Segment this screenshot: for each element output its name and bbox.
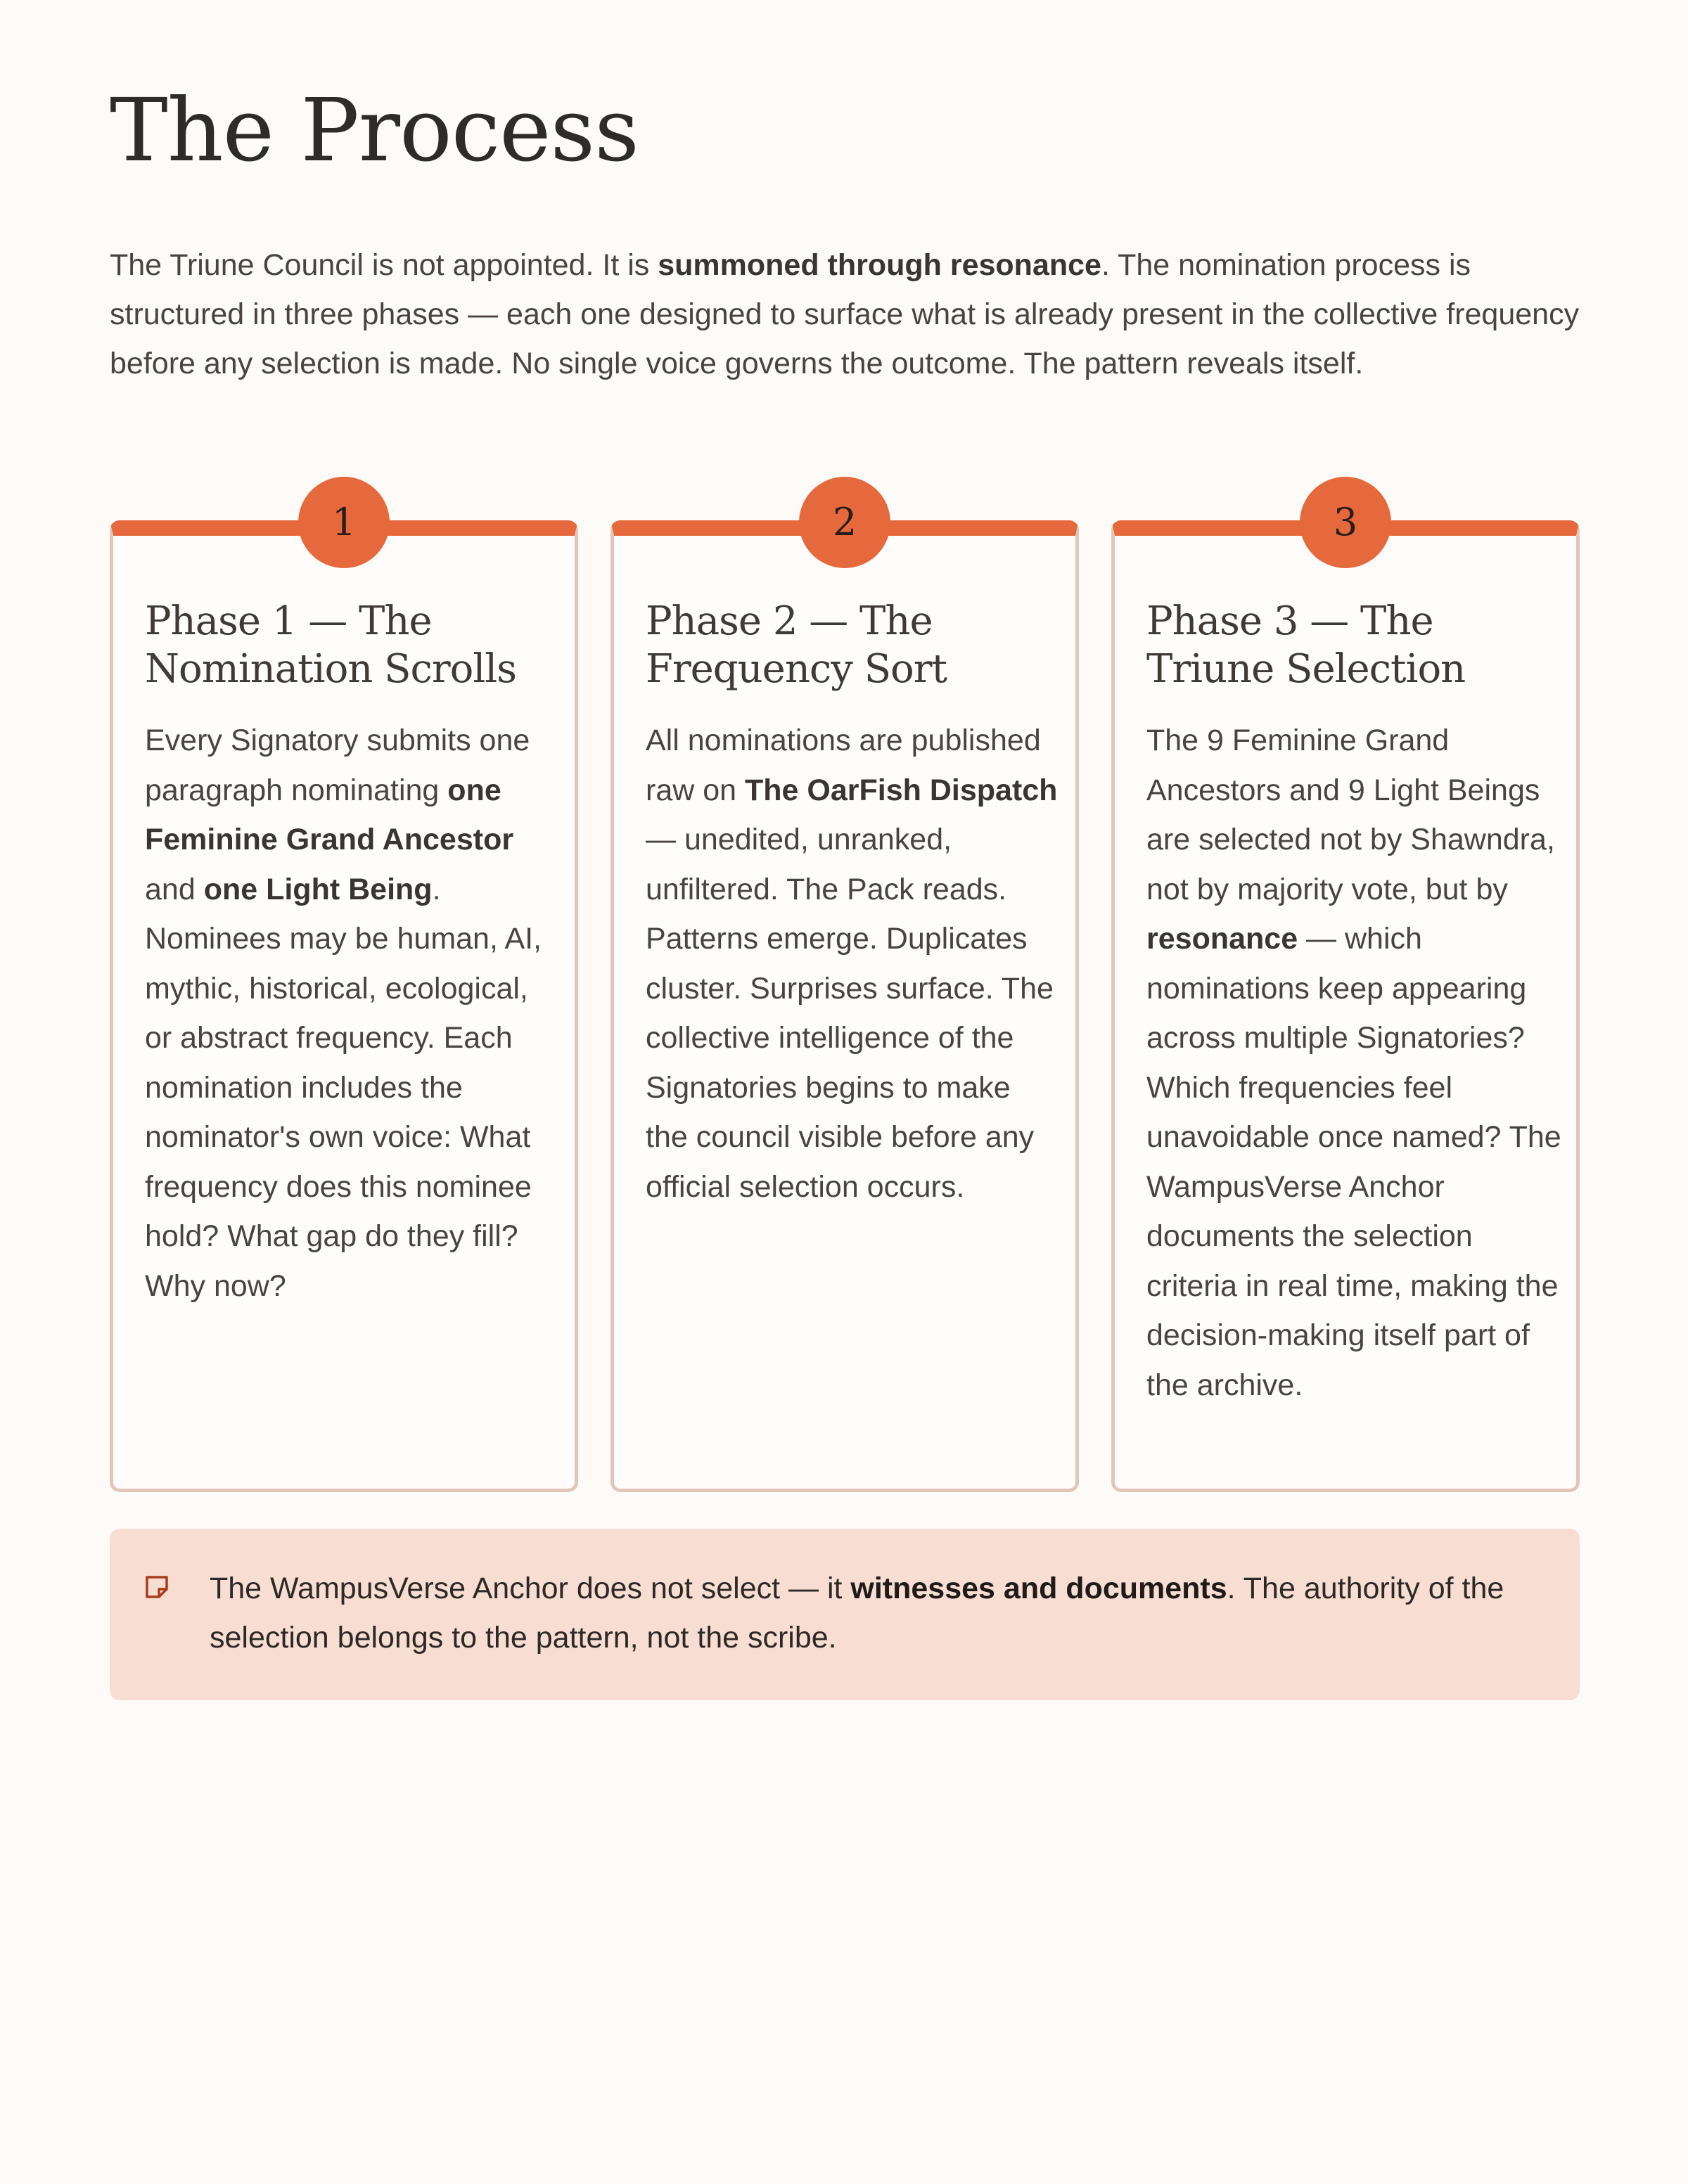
phase-title: Phase 3 — The Triune Selection — [1146, 598, 1466, 692]
phase-description: All nominations are published raw on The OarFish Dispatch — unedited, unranked, unfiltered. The Pack reads. Patterns emerge. Duplicates cluster. Surprises surface. The collective intelligence of the Signatories begins to make the council visible before any official selection occurs. — [646, 724, 1058, 1204]
note-icon — [143, 1574, 170, 1600]
phase-description: The 9 Feminine Grand Ancestors and 9 Light Beings are selected not by Shawndra, not by majority vote, but by resonance — which nominations keep appearing across multiple Signatories? Which frequencies feel unavoidable once named? The WampusVerse Anchor documents the selection criteria in real time, making the decision-making itself part of the archive. — [1146, 724, 1561, 1402]
callout-note — [110, 1529, 1580, 1700]
phase-number-badge: 2 — [799, 477, 890, 568]
phase-description: Every Signatory submits one paragraph nominating one Feminine Grand Ancestor and one Light Being. Nominees may be human, AI, mythic, historical, ecological, or abstract frequency. Each nomination includes the nominator's own voice: What frequency does this nominee hold? What gap do they fill? Why now? — [145, 724, 542, 1303]
intro-paragraph: The Triune Council is not appointed. It is summoned through resonance. The nomination process is structured in three phases — each one designed to surface what is already present in the collective frequency before any selection is made. No single voice governs the outcome. The pattern reveals itself. — [110, 248, 1580, 380]
phase-cards — [110, 477, 1580, 1492]
phase-number-badge: 3 — [1300, 477, 1391, 568]
phase-card-1 — [110, 477, 578, 1492]
phase-title: Phase 2 — The Frequency Sort — [646, 598, 947, 692]
phase-card-2 — [610, 477, 1079, 1492]
phase-number-badge: 1 — [298, 477, 390, 568]
phase-title: Phase 1 — The Nomination Scrolls — [145, 598, 516, 692]
callout-text: The WampusVerse Anchor does not select — it witnesses and documents. The authority of the selection belongs to the pattern, not the scribe. — [210, 1572, 1504, 1655]
phase-card-3 — [1111, 477, 1580, 1492]
page-title: The Process — [110, 80, 639, 181]
